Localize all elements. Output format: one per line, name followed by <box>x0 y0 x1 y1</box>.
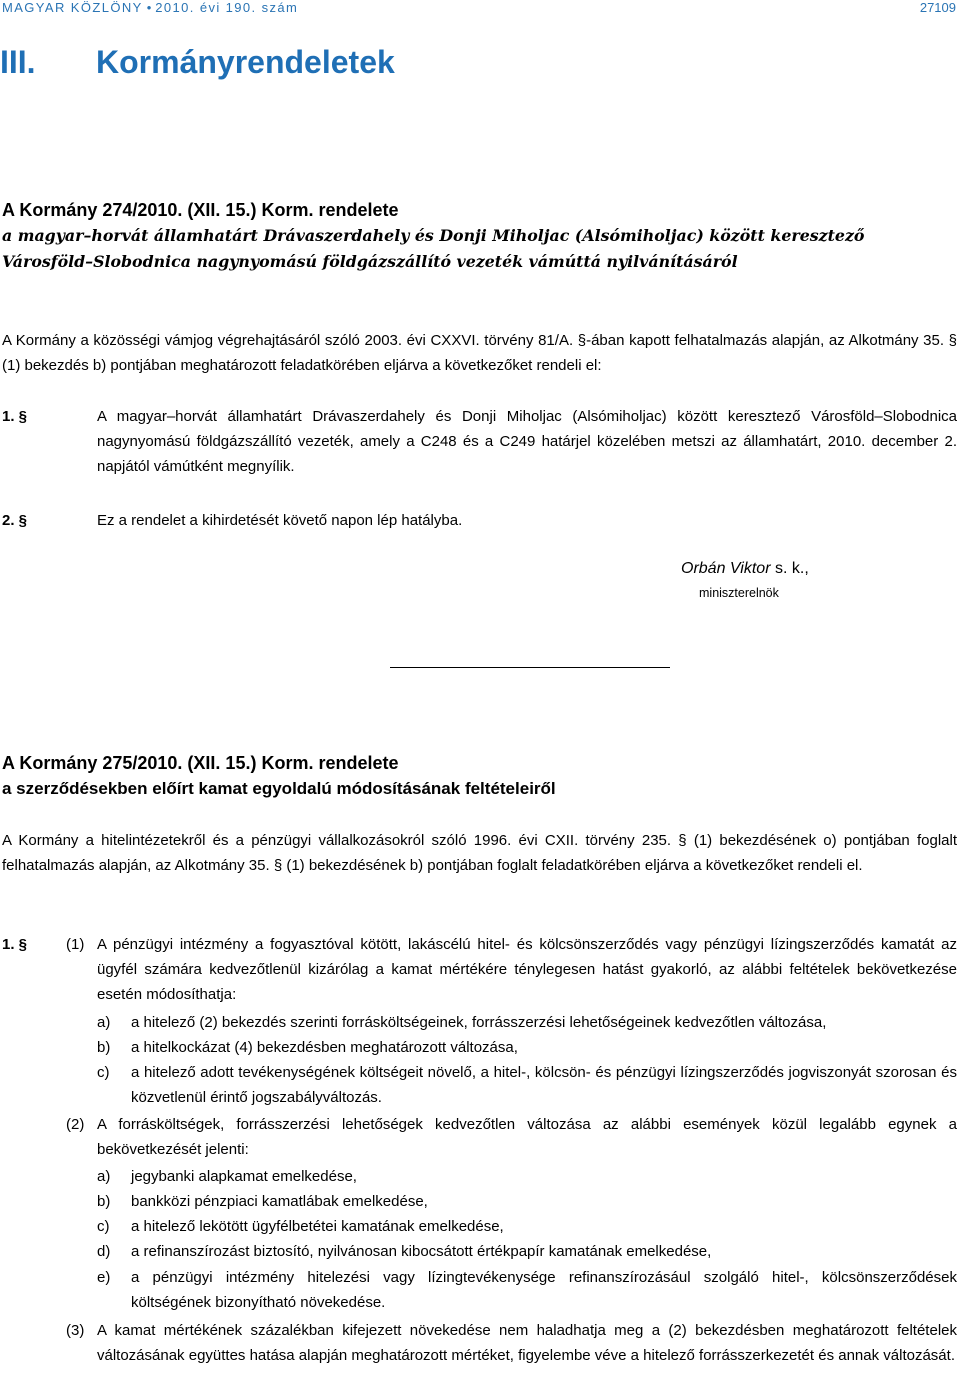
decree1-paragraph-1 <box>2 404 957 479</box>
list-item <box>97 1265 957 1315</box>
list-item-letter: b) <box>97 1193 111 1210</box>
paragraph-number: 1. § <box>2 408 28 425</box>
signature-name: Orbán Viktor <box>681 560 771 577</box>
list-item <box>97 1239 957 1264</box>
list-item-text: a hitelező (2) bekezdés szerinti forrásköltségeinek, forrásszerzési lehetőségeinek kedvezőtlen változása, <box>131 1014 827 1031</box>
list-item <box>97 1189 957 1214</box>
decree1-paragraph-2 <box>2 508 957 533</box>
list-item-text: a hitelkockázat (4) bekezdésben meghatározott változása, <box>131 1039 518 1056</box>
issue-info: 2010. évi 190. szám <box>155 0 299 15</box>
paragraph-number: 1. § <box>2 936 28 953</box>
decree-separator-line <box>390 667 670 668</box>
section-name: Kormányrendeletek <box>96 44 395 80</box>
list-item <box>97 1035 957 1060</box>
list-item <box>97 1214 957 1239</box>
signature <box>681 560 809 578</box>
decree2-subtitle: a szerződésekben előírt kamat egyoldalú módosításának feltételeiről <box>2 779 556 798</box>
signature-role: miniszterelnök <box>699 586 779 600</box>
list-item <box>97 1164 957 1189</box>
section-title <box>0 44 395 81</box>
list-item-text: a hitelező lekötött ügyfélbetétei kamatának emelkedése, <box>131 1218 504 1235</box>
list-item <box>97 1010 957 1035</box>
subsection-text: A forrásköltségek, forrásszerzési lehetőségek kedvezőtlen változása az alábbi események közül legalább egynek a bekövetkezését jelenti: <box>97 1116 957 1158</box>
list-item-text: jegybanki alapkamat emelkedése, <box>131 1168 357 1185</box>
decree1-subtitle-line1: a magyar–horvát államhatárt Drávaszerdahely és Donji Miholjac (Alsómiholjac) között keresztező <box>2 226 865 245</box>
list-item <box>97 1060 957 1110</box>
paragraph-text: A magyar–horvát államhatárt Drávaszerdahely és Donji Miholjac (Alsómiholjac) között keresztező Városföld–Slobodnica nagynyomású földgázszállító vezeték, amely a C248 és a C249 határjel közelében metszi az államhatárt, 2010. december 2. napjától vámútként megnyílik. <box>97 408 957 475</box>
decree2-title: A Kormány 275/2010. (XII. 15.) Korm. rendelete <box>2 753 399 773</box>
list-item-text: a hitelező adott tevékenységének költségeit növelő, a hitel-, kölcsön- és pénzügyi lízingszerződés jogviszonyát szorosan és közvetlenül érintő jogszabályváltozás. <box>131 1064 957 1106</box>
list-item-letter: d) <box>97 1243 111 1260</box>
decree1-preamble: A Kormány a közösségi vámjog végrehajtásáról szóló 2003. évi CXXVI. törvény 81/A. §-ában kapott felhatalmazás alapján, az Alkotmány 35. § (1) bekezdés b) pontjában meghatározott feladatkörében eljárva a következőket rendeli el: <box>2 332 957 374</box>
subsection-3 <box>66 1318 957 1368</box>
list-item-letter: b) <box>97 1039 111 1056</box>
list-item-letter: a) <box>97 1168 111 1185</box>
subsection-2 <box>66 1112 957 1162</box>
subsection-number: (3) <box>66 1322 85 1339</box>
list-item-text: a pénzügyi intézmény hitelezési vagy lízingtevékenysége refinanszírozásául szolgáló hitel-, kölcsönszerződések költségének bizonyítható növekedése. <box>131 1269 957 1311</box>
bullet-separator: • <box>146 0 152 15</box>
journal-name: MAGYAR KÖZLÖNY <box>2 0 143 15</box>
decree1-subtitle-line2: Városföld–Slobodnica nagynyomású földgázszállító vezeték vámúttá nyilvánításáról <box>2 252 738 271</box>
running-header <box>2 0 298 15</box>
paragraph-number: 2. § <box>2 512 28 529</box>
subsection-number: (1) <box>66 936 85 953</box>
subsection-text: A kamat mértékének százalékban kifejezett növekedése nem haladhatja meg a (2) bekezdésben meghatározott feltételek változásának együttes hatása alapján meghatározott mértéket, figyelembe véve a hitelező forrásszerkezetét és annak változását. <box>97 1322 957 1364</box>
subsection-1 <box>66 932 957 1007</box>
decree1-title: A Kormány 274/2010. (XII. 15.) Korm. rendelete <box>2 200 399 220</box>
section-number: III. <box>0 44 36 80</box>
list-item-text: bankközi pénzpiaci kamatlábak emelkedése, <box>131 1193 428 1210</box>
subsection-number: (2) <box>66 1116 85 1133</box>
subsection-text: A pénzügyi intézmény a fogyasztóval kötött, lakáscélú hitel- és kölcsönszerződés vagy pénzügyi lízingszerződés kamatát az ügyfél számára kedvezőtlenül kizárólag a kamat mértékére ténylegesen hatást gyakorló, az alábbi feltételek bekövetkezése esetén módosíthatja: <box>97 936 957 1003</box>
list-item-letter: c) <box>97 1218 110 1235</box>
decree2-preamble: A Kormány a hitelintézetekről és a pénzügyi vállalkozásokról szóló 1996. évi CXII. törvény 235. § (1) bekezdésének o) pontjában foglalt felhatalmazás alapján, az Alkotmány 35. § (1) bekezdésének b) pontjában foglalt feladatkörében eljárva a következőket rendeli el. <box>2 832 957 874</box>
list-item-letter: e) <box>97 1269 111 1286</box>
page-number: 27109 <box>919 0 956 15</box>
signature-suffix: s. k., <box>770 560 809 577</box>
list-item-text: a refinanszírozást biztosító, nyilvánosan kibocsátott értékpapír kamatának emelkedése, <box>131 1243 712 1260</box>
list-item-letter: a) <box>97 1014 111 1031</box>
list-item-letter: c) <box>97 1064 110 1081</box>
paragraph-text: Ez a rendelet a kihirdetését követő napon lép hatályba. <box>97 512 463 529</box>
